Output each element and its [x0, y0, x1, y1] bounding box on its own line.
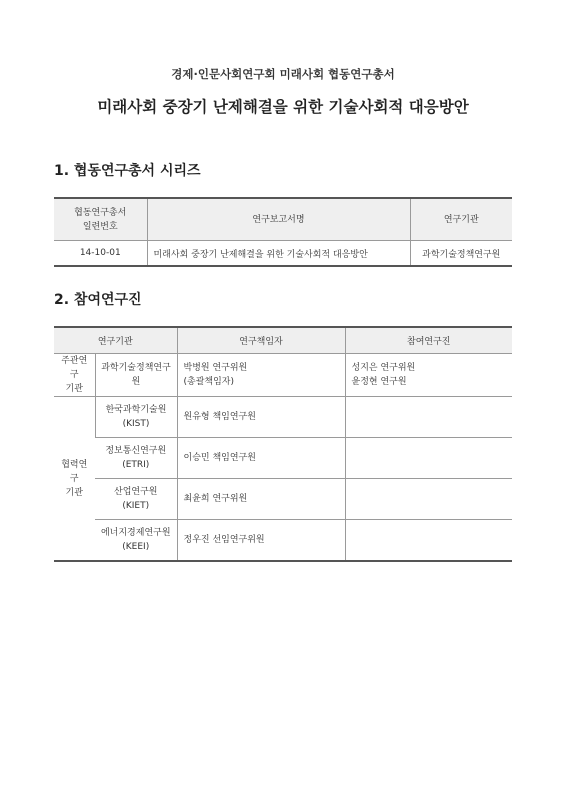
collab-participants — [345, 520, 512, 562]
lead-pi-line1: 박병원 연구위원 — [183, 363, 248, 373]
table-row — [54, 241, 512, 267]
column-header-serial — [54, 198, 147, 241]
table-row — [54, 520, 512, 562]
collab-institute-name: 에너지경제연구원 — [100, 528, 171, 538]
collab-institute-abbr: (KIET) — [122, 501, 150, 511]
collab-institute-name: 산업연구원 — [114, 487, 158, 497]
section-heading-participants: 2. 참여연구진 — [54, 292, 142, 308]
table-row — [54, 438, 512, 479]
table-row — [54, 397, 512, 438]
lead-institute: 과학기술정책연구원 — [95, 354, 177, 397]
series-title: 경제·인문사회연구회 미래사회 협동연구총서 — [171, 67, 395, 81]
collab-group-label — [54, 397, 95, 562]
column-header-serial-line1: 협동연구총서 — [74, 207, 127, 218]
main-title: 미래사회 중장기 난제해결을 위한 기술사회적 대응방안 — [97, 98, 469, 116]
collab-pi: 원유형 책임연구원 — [177, 397, 345, 438]
column-header-serial-line2: 일련번호 — [82, 221, 118, 232]
lead-pi — [177, 354, 345, 397]
column-header-institute: 연구기관 — [410, 198, 512, 241]
column-header-participants: 참여연구진 — [345, 327, 512, 354]
section-heading-series: 1. 협동연구총서 시리즈 — [54, 163, 201, 179]
lead-group-line2: 기관 — [65, 384, 83, 394]
column-header-pi: 연구책임자 — [177, 327, 345, 354]
serial-number: 14-10-01 — [79, 248, 121, 258]
lead-group-label — [54, 354, 95, 397]
collab-participants — [345, 479, 512, 520]
table-row — [54, 354, 512, 397]
report-name: 미래사회 중장기 난제해결을 위한 기술사회적 대응방안 — [147, 241, 410, 267]
collab-group-line2: 기관 — [65, 487, 83, 498]
participants-table — [54, 326, 512, 562]
table-row — [54, 479, 512, 520]
collab-pi: 정우진 선임연구위원 — [177, 520, 345, 562]
collab-institute-abbr: (ETRI) — [122, 460, 150, 470]
collab-institute — [95, 397, 177, 438]
collab-participants — [345, 397, 512, 438]
collab-institute — [95, 479, 177, 520]
column-header-report: 연구보고서명 — [147, 198, 410, 241]
report-institute: 과학기술정책연구원 — [410, 241, 512, 267]
lead-participant-1: 성지은 연구위원 — [351, 363, 416, 373]
collab-group-line1: 협력연구 — [61, 459, 88, 484]
table-header-row — [54, 327, 512, 354]
column-header-institute: 연구기관 — [54, 327, 177, 354]
table-header-row — [54, 198, 512, 241]
collab-pi: 최윤희 연구위원 — [177, 479, 345, 520]
collab-institute-name: 한국과학기술원 — [105, 405, 167, 415]
collab-participants — [345, 438, 512, 479]
collab-institute-name: 정보통신연구원 — [105, 446, 167, 456]
collab-institute — [95, 438, 177, 479]
collab-pi: 이승민 책임연구원 — [177, 438, 345, 479]
lead-pi-line2: (총괄책임자) — [183, 377, 234, 387]
lead-participants — [345, 354, 512, 397]
lead-group-line1: 주관연구 — [61, 356, 88, 380]
collab-institute-abbr: (KIST) — [122, 419, 150, 429]
series-table — [54, 197, 512, 267]
collab-institute-abbr: (KEEI) — [122, 542, 150, 552]
collab-institute — [95, 520, 177, 562]
lead-participant-2: 윤정현 연구원 — [351, 377, 407, 387]
